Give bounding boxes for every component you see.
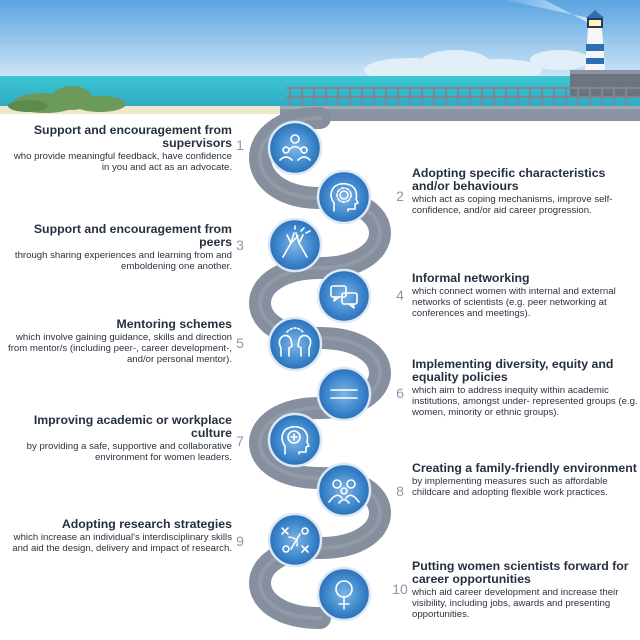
step-description: who provide meaningful feedback, have confidence in you and act as an advocate. [13, 151, 232, 173]
lighthouse-icon [585, 10, 605, 70]
step-description: which connect women with internal and external networks of scientists (e.g. peer networking at conferences and meetings). [412, 286, 616, 319]
step-title: Creating a family-friendly environment [412, 461, 637, 475]
step-10 [412, 560, 640, 620]
step-icon-circle [269, 514, 321, 566]
step-5 [4, 318, 232, 365]
step-description: through sharing experiences and learning from and emboldening one another. [14, 250, 232, 272]
step-description: by implementing measures such as affordable childcare and adopting flexible work practices. [412, 476, 608, 498]
step-title: Improving academic or workplace culture [33, 413, 232, 440]
step-number: 8 [396, 483, 404, 499]
step-description: which act as coping mechanisms, improve self-confidence, and/or aid career progression. [412, 194, 613, 216]
step-title: Support and encouragement from supervisors [33, 123, 232, 150]
step-title: Putting women scientists forward for career opportunities [412, 559, 629, 586]
step-icon-circle [269, 122, 321, 174]
step-4 [412, 272, 640, 319]
step-title: Implementing diversity, equity and equality policies [412, 357, 614, 384]
step-title: Mentoring schemes [116, 317, 232, 331]
step-icon-circle [318, 464, 370, 516]
step-number: 1 [236, 137, 244, 153]
step-icon-circle [269, 318, 321, 370]
step-number: 9 [236, 533, 244, 549]
step-icon-circle [318, 270, 370, 322]
step-icon-circle [318, 568, 370, 620]
step-1 [4, 124, 232, 173]
step-8 [412, 462, 640, 498]
step-7 [4, 414, 232, 463]
step-9 [4, 518, 232, 554]
step-description: which involve gaining guidance, skills and direction from mentor/s (including peer-, career development-, and/or personal mentor). [8, 332, 232, 365]
step-icon-circle [318, 171, 370, 223]
step-description: which aim to address inequity within academic institutions, amongst under- represented groups (e.g. women, minority or ethnic groups). [412, 385, 638, 418]
step-title: Adopting specific characteristics and/or behaviours [412, 166, 606, 193]
step-number: 2 [396, 188, 404, 204]
step-3 [4, 223, 232, 272]
step-number: 7 [236, 433, 244, 449]
step-icon-circle [269, 414, 321, 466]
step-number: 4 [396, 287, 404, 303]
step-description: which aid career development and increase their visibility, including jobs, awards and presenting opportunities. [412, 587, 619, 620]
step-title: Informal networking [412, 271, 530, 285]
step-6 [412, 358, 640, 418]
step-description: by providing a safe, supportive and collaborative environment for women leaders. [26, 441, 232, 463]
step-number: 6 [396, 385, 404, 401]
step-number: 10 [392, 581, 408, 597]
step-description: which increase an individual's interdisciplinary skills and aid the design, delivery and impact of research. [12, 532, 232, 554]
step-title: Support and encouragement from peers [33, 222, 232, 249]
step-icon-circle [318, 368, 370, 420]
step-number: 5 [236, 335, 244, 351]
step-number: 3 [236, 237, 244, 253]
step-2 [412, 167, 640, 216]
step-title: Adopting research strategies [61, 517, 232, 531]
